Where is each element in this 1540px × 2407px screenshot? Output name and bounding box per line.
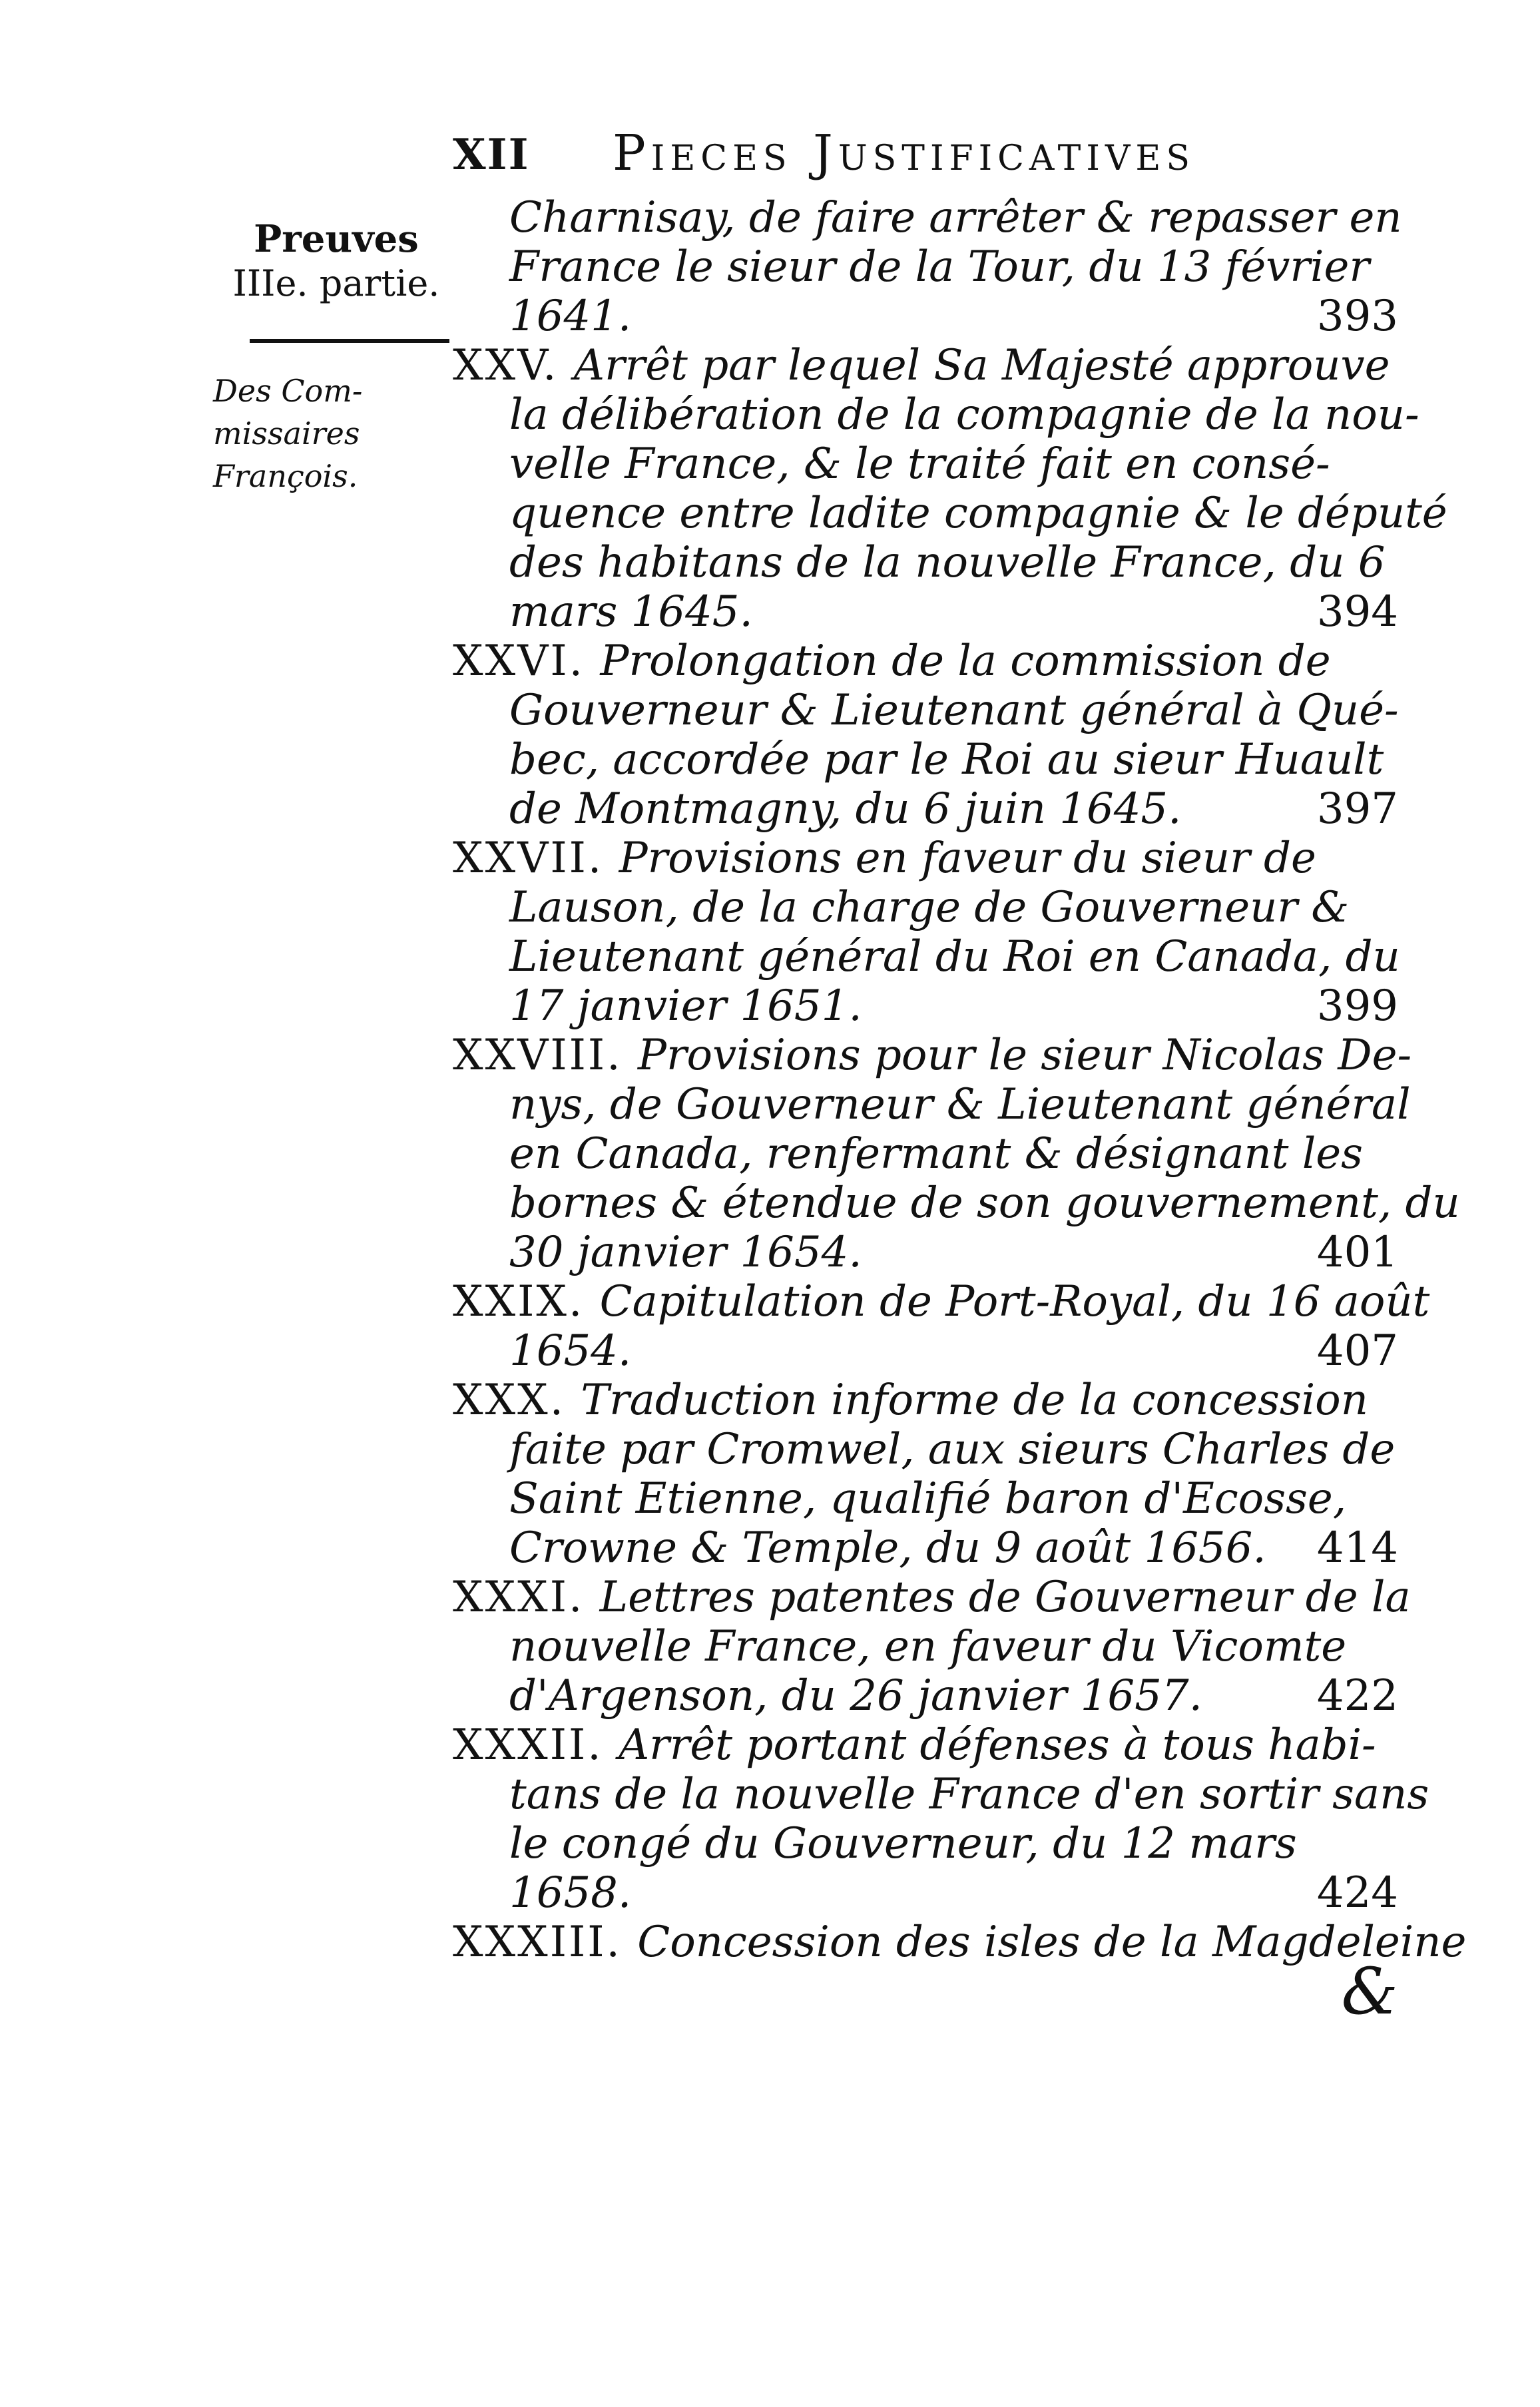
entry-line: [453, 1080, 1411, 1129]
document-entry: [453, 1277, 1430, 1376]
margin-section-line: missaires: [213, 415, 360, 451]
page-number: 397: [1316, 784, 1398, 834]
document-entry: [453, 1031, 1460, 1277]
entry-line: [453, 439, 1398, 489]
margin-section-line: Des Com-: [213, 373, 363, 409]
entry-numeral: XXXI.: [453, 1573, 600, 1622]
entry-numeral: XXXII.: [453, 1721, 619, 1770]
page-number: 394: [1316, 587, 1398, 637]
document-entry: [453, 637, 1398, 834]
entry-line: [453, 686, 1398, 735]
page-number: 424: [1316, 1868, 1398, 1918]
entry-text: bornes & étendue de son gouvernement, du: [509, 1179, 1460, 1228]
entry-text: Charnisay, de faire arrêter & repasser en: [509, 193, 1402, 242]
entry-line: [453, 193, 1402, 242]
entry-line: [453, 1671, 1398, 1721]
entry-line: [453, 1031, 1412, 1080]
entry-line: [453, 784, 1398, 834]
running-head: [453, 117, 1285, 190]
catchword-text: &: [1341, 1954, 1398, 2029]
entry-text: Crowne & Temple, du 9 août 1656.: [509, 1523, 1266, 1573]
entry-numeral: XXIX.: [453, 1277, 600, 1326]
page-number: 422: [1316, 1671, 1398, 1721]
entry-line: [453, 1474, 1398, 1523]
document-entry: [453, 1573, 1411, 1721]
entry-text: le congé du Gouverneur, du 12 mars: [509, 1819, 1297, 1868]
entry-numeral: XXVII.: [453, 834, 619, 883]
entry-text: la délibération de la compagnie de la nou-: [509, 390, 1419, 439]
margin-section: [213, 370, 386, 497]
entry-text: 1658.: [509, 1868, 632, 1918]
margin-section-line: François.: [213, 458, 358, 494]
entry-line: [453, 883, 1398, 932]
entry-text: nouvelle France, en faveur du Vicomte: [509, 1622, 1347, 1671]
entry-numeral: XXXIII.: [453, 1918, 638, 1967]
table-of-documents: [453, 193, 1467, 2029]
entry-numeral: XXX.: [453, 1376, 581, 1425]
entry-text: mars 1645.: [509, 587, 753, 637]
page-number: 407: [1316, 1326, 1398, 1376]
document-entry: [453, 1376, 1398, 1573]
continued-entry: [453, 193, 1402, 341]
entry-line: [453, 292, 1398, 341]
entry-line: [453, 489, 1447, 538]
entry-numeral: XXVIII.: [453, 1031, 638, 1080]
entry-text: Prolongation de la commission de: [600, 637, 1331, 686]
entry-text: Lauson, de la charge de Gouverneur &: [509, 883, 1350, 932]
page-number: 393: [1316, 292, 1398, 341]
entry-line: [453, 341, 1398, 390]
entry-text: Gouverneur & Lieutenant général à Qué-: [509, 686, 1399, 735]
entry-line: [453, 538, 1398, 587]
page-number: 401: [1316, 1228, 1398, 1277]
entry-text: d'Argenson, du 26 janvier 1657.: [509, 1671, 1202, 1721]
document-entry: [453, 341, 1447, 637]
entry-text: 30 janvier 1654.: [509, 1228, 862, 1277]
entry-text: 1641.: [509, 292, 632, 341]
entry-text: Arrêt portant défenses à tous habi-: [618, 1721, 1376, 1770]
page-number: 399: [1316, 981, 1398, 1031]
entry-line: [453, 1326, 1398, 1376]
entry-text: des habitans de la nouvelle France, du 6: [509, 538, 1386, 587]
entry-line: [453, 1573, 1411, 1622]
entry-text: Traduction informe de la concession: [581, 1376, 1368, 1425]
entry-text: Saint Etienne, qualifié baron d'Ecosse,: [509, 1474, 1347, 1523]
entry-numeral: XXVI.: [453, 637, 601, 686]
page-title: Pieces Justificatives: [613, 125, 1195, 182]
entry-text: Lettres patentes de Gouverneur de la: [599, 1573, 1411, 1622]
entry-text: Concession des isles de la Magdeleine: [637, 1918, 1467, 1967]
entry-line: [453, 1918, 1467, 1967]
entry-text: de Montmagny, du 6 juin 1645.: [509, 784, 1182, 834]
entry-text: tans de la nouvelle France d'en sortir sans: [509, 1770, 1429, 1819]
entry-text: bec, accordée par le Roi au sieur Huault: [509, 735, 1384, 784]
entry-text: Provisions pour le sieur Nicolas De-: [637, 1031, 1412, 1080]
margin-preuves: Preuves: [254, 217, 419, 261]
entry-line: [453, 1523, 1398, 1573]
document-entry: [453, 1918, 1467, 1967]
entry-line: [453, 1819, 1398, 1868]
entry-line: [453, 1228, 1398, 1277]
entry-line: [453, 1376, 1398, 1425]
entry-line: [453, 1622, 1398, 1671]
document-entry: [453, 834, 1398, 1031]
entry-text: faite par Cromwel, aux sieurs Charles de: [509, 1425, 1396, 1474]
margin-notes: [186, 216, 466, 497]
entry-line: [453, 637, 1398, 686]
entry-line: [453, 1179, 1460, 1228]
document-entry: [453, 1721, 1429, 1918]
margin-rule: [250, 339, 449, 343]
entry-line: [453, 1721, 1398, 1770]
entry-line: [453, 735, 1398, 784]
page-number: 414: [1316, 1523, 1398, 1573]
entry-line: [453, 587, 1398, 637]
entry-line: [453, 1129, 1398, 1179]
margin-partie: IIIe. partie.: [232, 262, 440, 304]
entry-text: Arrêt par lequel Sa Majesté approuve: [573, 341, 1390, 390]
entry-line: [453, 981, 1398, 1031]
entry-text: Lieutenant général du Roi en Canada, du: [509, 932, 1400, 981]
entry-text: velle France, & le traité fait en consé-: [509, 439, 1330, 489]
entry-text: en Canada, renfermant & désignant les: [509, 1129, 1363, 1179]
entry-text: Capitulation de Port-Royal, du 16 août: [599, 1277, 1430, 1326]
entry-line: [453, 1277, 1430, 1326]
entry-line: [453, 1868, 1398, 1918]
entry-line: [453, 1425, 1398, 1474]
entry-line: [453, 1770, 1429, 1819]
entry-text: quence entre ladite compagnie & le député: [509, 489, 1447, 538]
entry-line: [453, 242, 1398, 292]
entry-text: 1654.: [509, 1326, 632, 1376]
entry-text: Provisions en faveur du sieur de: [619, 834, 1316, 883]
entry-text: France le sieur de la Tour, du 13 février: [509, 242, 1370, 292]
page-folio: XII: [453, 130, 530, 180]
entry-text: nys, de Gouverneur & Lieutenant général: [509, 1080, 1411, 1129]
entry-numeral: XXV.: [453, 341, 574, 390]
catchword: [453, 1954, 1398, 2029]
entry-line: [453, 834, 1398, 883]
entry-line: [453, 390, 1419, 439]
entry-line: [453, 932, 1398, 981]
entry-text: 17 janvier 1651.: [509, 981, 862, 1031]
